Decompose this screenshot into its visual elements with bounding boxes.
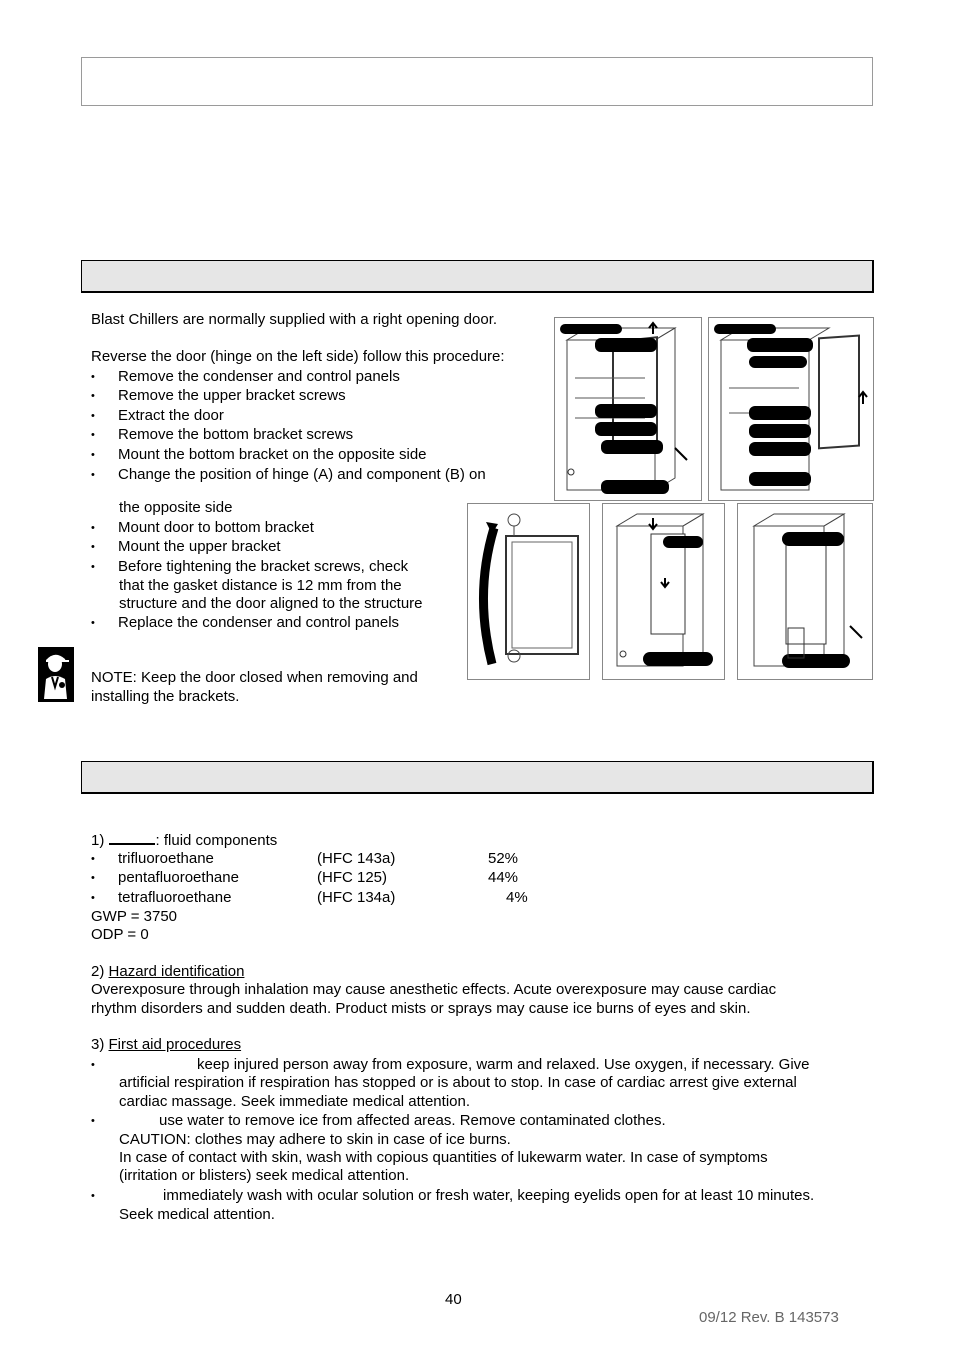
figure-step-1 [554, 317, 702, 501]
item1-heading: 1) : fluid components [91, 832, 278, 849]
figure-step-5 [737, 503, 873, 680]
component-code: (HFC 125) [317, 869, 388, 886]
redacted-blank [109, 831, 155, 845]
hazard-text: rhythm disorders and sudden death. Product mists or sprays may cause ice burns of eyes and skin. [91, 1000, 751, 1017]
item3-heading: 3) First aid procedures [91, 1036, 242, 1053]
section-bar-door-reversal [81, 260, 874, 293]
odp-value: ODP = 0 [91, 926, 149, 943]
procedure-title: Reverse the door (hinge on the left side) follow this procedure: [91, 348, 505, 365]
gwp-value: GWP = 3750 [91, 908, 178, 925]
aid-text: artificial respiration if respiration has stopped or is about to stop. In case of cardiac arrest give external [119, 1074, 797, 1091]
aid-text: immediately wash with ocular solution or fresh water, keeping eyelids open for at least 10 minutes. [163, 1187, 815, 1204]
note-text: installing the brackets. [91, 688, 240, 705]
hazard-text: Overexposure through inhalation may cause anesthetic effects. Acute overexposure may cause cardiac [91, 981, 777, 998]
component-code: (HFC 143a) [317, 850, 396, 867]
aid-text: (irritation or blisters) seek medical attention. [119, 1167, 410, 1184]
list-item-continuation: structure and the door aligned to the structure [119, 595, 423, 612]
component-percent: 4% [506, 889, 528, 906]
figure-step-4 [602, 503, 725, 680]
aid-text: CAUTION: clothes may adhere to skin in case of ice burns. [119, 1131, 511, 1148]
list-item-continuation: the opposite side [119, 499, 233, 516]
list-item-continuation: that the gasket distance is 12 mm from the [119, 577, 402, 594]
item2-heading: 2) Hazard identification [91, 963, 245, 980]
section-bar-refrigerant [81, 761, 874, 794]
component-code: (HFC 134a) [317, 889, 396, 906]
component-percent: 52% [488, 850, 519, 867]
aid-text: keep injured person away from exposure, warm and relaxed. Use oxygen, if necessary. Give [197, 1056, 810, 1073]
revision-code: 09/12 Rev. B 143573 [699, 1309, 839, 1326]
technician-icon [38, 647, 74, 702]
note-text: NOTE: Keep the door closed when removing and [91, 669, 418, 686]
header-box [81, 57, 873, 106]
aid-text: use water to remove ice from affected areas. Remove contaminated clothes. [159, 1112, 666, 1129]
aid-text: In case of contact with skin, wash with copious quantities of lukewarm water. In case of symptoms [119, 1149, 768, 1166]
aid-text: cardiac massage. Seek immediate medical attention. [119, 1093, 471, 1110]
page-number: 40 [445, 1291, 462, 1308]
component-percent: 44% [488, 869, 519, 886]
aid-text: Seek medical attention. [119, 1206, 275, 1223]
figure-step-3 [467, 503, 590, 680]
intro-text: Blast Chillers are normally supplied with a right opening door. [91, 311, 498, 328]
figure-step-2 [708, 317, 874, 501]
